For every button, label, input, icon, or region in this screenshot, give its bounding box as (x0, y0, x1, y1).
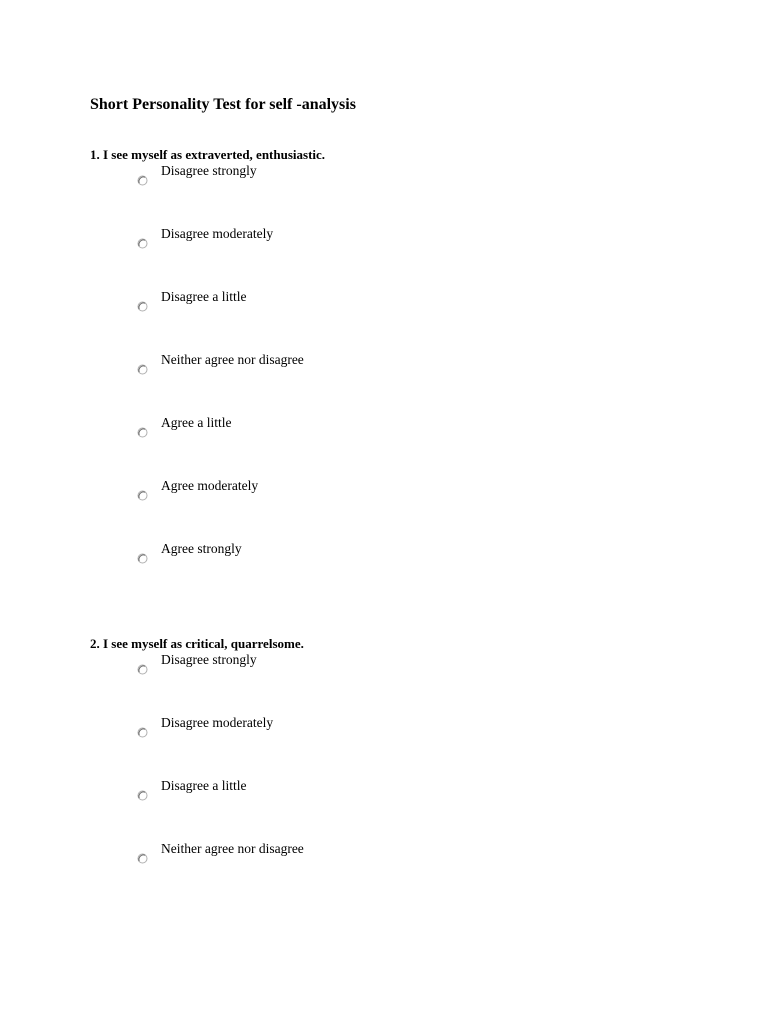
question-1-text: 1. I see myself as extraverted, enthusiastic. (90, 147, 326, 162)
radio-button-icon[interactable] (137, 853, 148, 864)
option-label: Agree a little (161, 415, 232, 430)
radio-button-icon[interactable] (137, 238, 148, 249)
q1-option-neither[interactable] (90, 352, 690, 415)
page-title: Short Personality Test for self -analysis (90, 96, 356, 113)
radio-button-icon[interactable] (137, 664, 148, 675)
radio-button-icon[interactable] (137, 490, 148, 501)
q2-option-neither[interactable] (90, 841, 690, 904)
option-label: Disagree a little (161, 778, 247, 793)
q1-option-disagree-a-little[interactable] (90, 289, 690, 352)
q1-option-agree-moderately[interactable] (90, 478, 690, 541)
option-label: Disagree strongly (161, 652, 257, 667)
q1-option-agree-strongly[interactable] (90, 541, 690, 604)
option-label: Disagree moderately (161, 226, 274, 241)
radio-button-icon[interactable] (137, 427, 148, 438)
q1-option-agree-a-little[interactable] (90, 415, 690, 478)
question-2 (90, 636, 690, 904)
radio-button-icon[interactable] (137, 301, 148, 312)
radio-button-icon[interactable] (137, 553, 148, 564)
option-label: Agree strongly (161, 541, 242, 556)
q2-option-disagree-moderately[interactable] (90, 715, 690, 778)
q2-option-disagree-a-little[interactable] (90, 778, 690, 841)
q2-option-disagree-strongly[interactable] (90, 652, 690, 715)
option-label: Agree moderately (161, 478, 259, 493)
option-label: Disagree strongly (161, 163, 257, 178)
radio-button-icon[interactable] (137, 790, 148, 801)
q1-option-disagree-moderately[interactable] (90, 226, 690, 289)
q1-option-disagree-strongly[interactable] (90, 163, 690, 226)
radio-button-icon[interactable] (137, 175, 148, 186)
option-label: Disagree moderately (161, 715, 274, 730)
radio-button-icon[interactable] (137, 364, 148, 375)
radio-button-icon[interactable] (137, 727, 148, 738)
option-label: Neither agree nor disagree (161, 841, 304, 856)
option-label: Neither agree nor disagree (161, 352, 304, 367)
question-1 (90, 147, 690, 604)
question-2-text: 2. I see myself as critical, quarrelsome. (90, 636, 304, 651)
option-label: Disagree a little (161, 289, 247, 304)
